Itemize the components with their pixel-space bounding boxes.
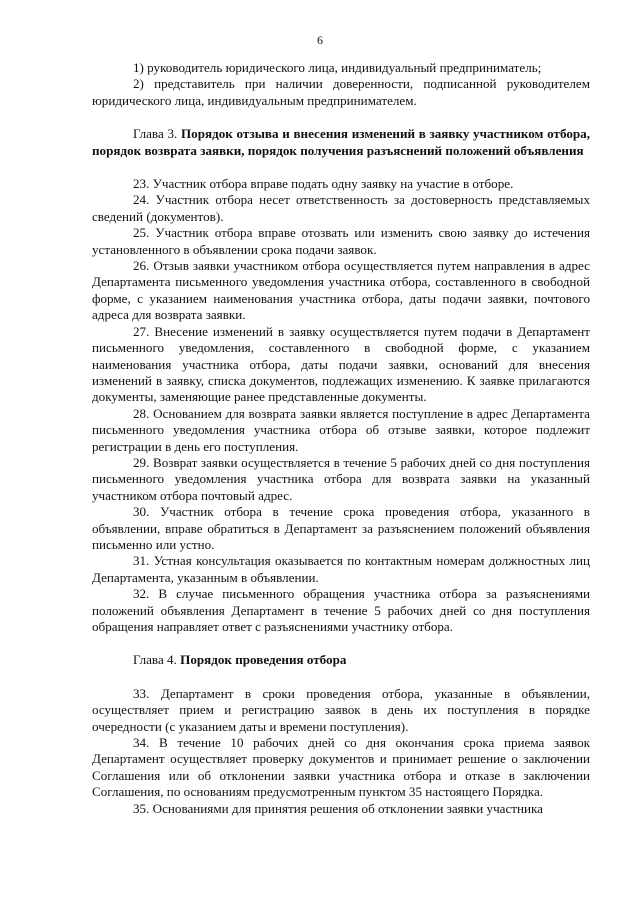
paragraph-30: 30. Участник отбора в течение срока проведения отбора, указанного в объявлении, вправе обратиться в Департамент за разъяснением положений объявления письменно или устно.	[92, 504, 590, 552]
paragraph-35: 35. Основаниями для принятия решения об отклонении заявки участника	[133, 800, 543, 816]
paragraph-33: 33. Департамент в сроки проведения отбора, указанные в объявлении, осуществляет прием и регистрацию заявок в день их поступления в порядке очередности (с указанием даты и времени поступления).	[92, 685, 590, 734]
chapter-3-heading	[92, 126, 590, 159]
list-item-1: 1) руководитель юридического лица, индивидуальный предприниматель;	[133, 60, 542, 75]
chapter-4-title: Порядок проведения отбора	[180, 652, 347, 668]
chapter-4-heading	[92, 652, 590, 668]
paragraph-31: 31. Устная консультация оказывается по контактным номерам должностных лиц Департамента, указанным в объявлении.	[92, 553, 590, 585]
paragraph-28: 28. Основанием для возврата заявки является поступление в адрес Департамента письменного уведомления участника отбора об отзыве заявки, которое подлежит регистрации в день его поступления.	[92, 405, 590, 454]
paragraph-23: 23. Участник отбора вправе подать одну заявку на участие в отборе.	[133, 176, 514, 192]
paragraph-32: 32. В случае письменного обращения участника отбора за разъяснениями положений объявления Департамент в течение 5 рабочих дней со дня поступления обращения направляет ответ с разъяснениями участнику отбора.	[92, 586, 590, 634]
chapter-3-label: Глава 3.	[133, 126, 178, 142]
chapter-3-title: Порядок отзыва и внесения изменений в заявку участником отбора, порядок возврата заявки, порядок получения разъяснений положений объявления	[92, 126, 590, 158]
paragraph-27: 27. Внесение изменений в заявку осуществляется путем подачи в Департамент письменного уведомления, составленного в свободной форме, с указанием наименования участника отбора, даты подачи заявки, оснований для внесения изменений в заявку, списка документов, подлежащих изменению. К заявке прилагаются документы, заменяющие ранее представленные документы.	[92, 323, 590, 405]
paragraph-34: 34. В течение 10 рабочих дней со дня окончания срока приема заявок Департамент осуществляет проверку документов и принимает решение о заключении Соглашения или об отклонении заявки участника отбора и отказе в заключении Соглашения, по основаниям предусмотренным пунктом 35 настоящего Порядка.	[92, 735, 590, 800]
paragraph-29: 29. Возврат заявки осуществляется в течение 5 рабочих дней со дня поступления письменного уведомления участника отбора для возврата заявки на указанный участником отбора почтовый адрес.	[92, 454, 590, 503]
paragraph-25: 25. Участник отбора вправе отозвать или изменить свою заявку до истечения установленного в объявлении срока подачи заявок.	[92, 225, 590, 257]
list-item-2: 2) представитель при наличии доверенности, подписанной руководителем юридического лица, индивидуальным предпринимателем.	[92, 76, 590, 108]
paragraph-24: 24. Участник отбора несет ответственность за достоверность представляемых сведений (документов).	[92, 192, 590, 224]
chapter-4-label: Глава 4.	[133, 652, 177, 668]
document-body	[92, 60, 590, 817]
page-number: 6	[317, 33, 323, 47]
paragraph-26: 26. Отзыв заявки участником отбора осуществляется путем направления в адрес Департамента письменного уведомления участника отбора, составленного в свободной форме, с указанием наименования участника отбора, даты подачи заявки, почтового адреса для возврата заявки.	[92, 258, 590, 323]
